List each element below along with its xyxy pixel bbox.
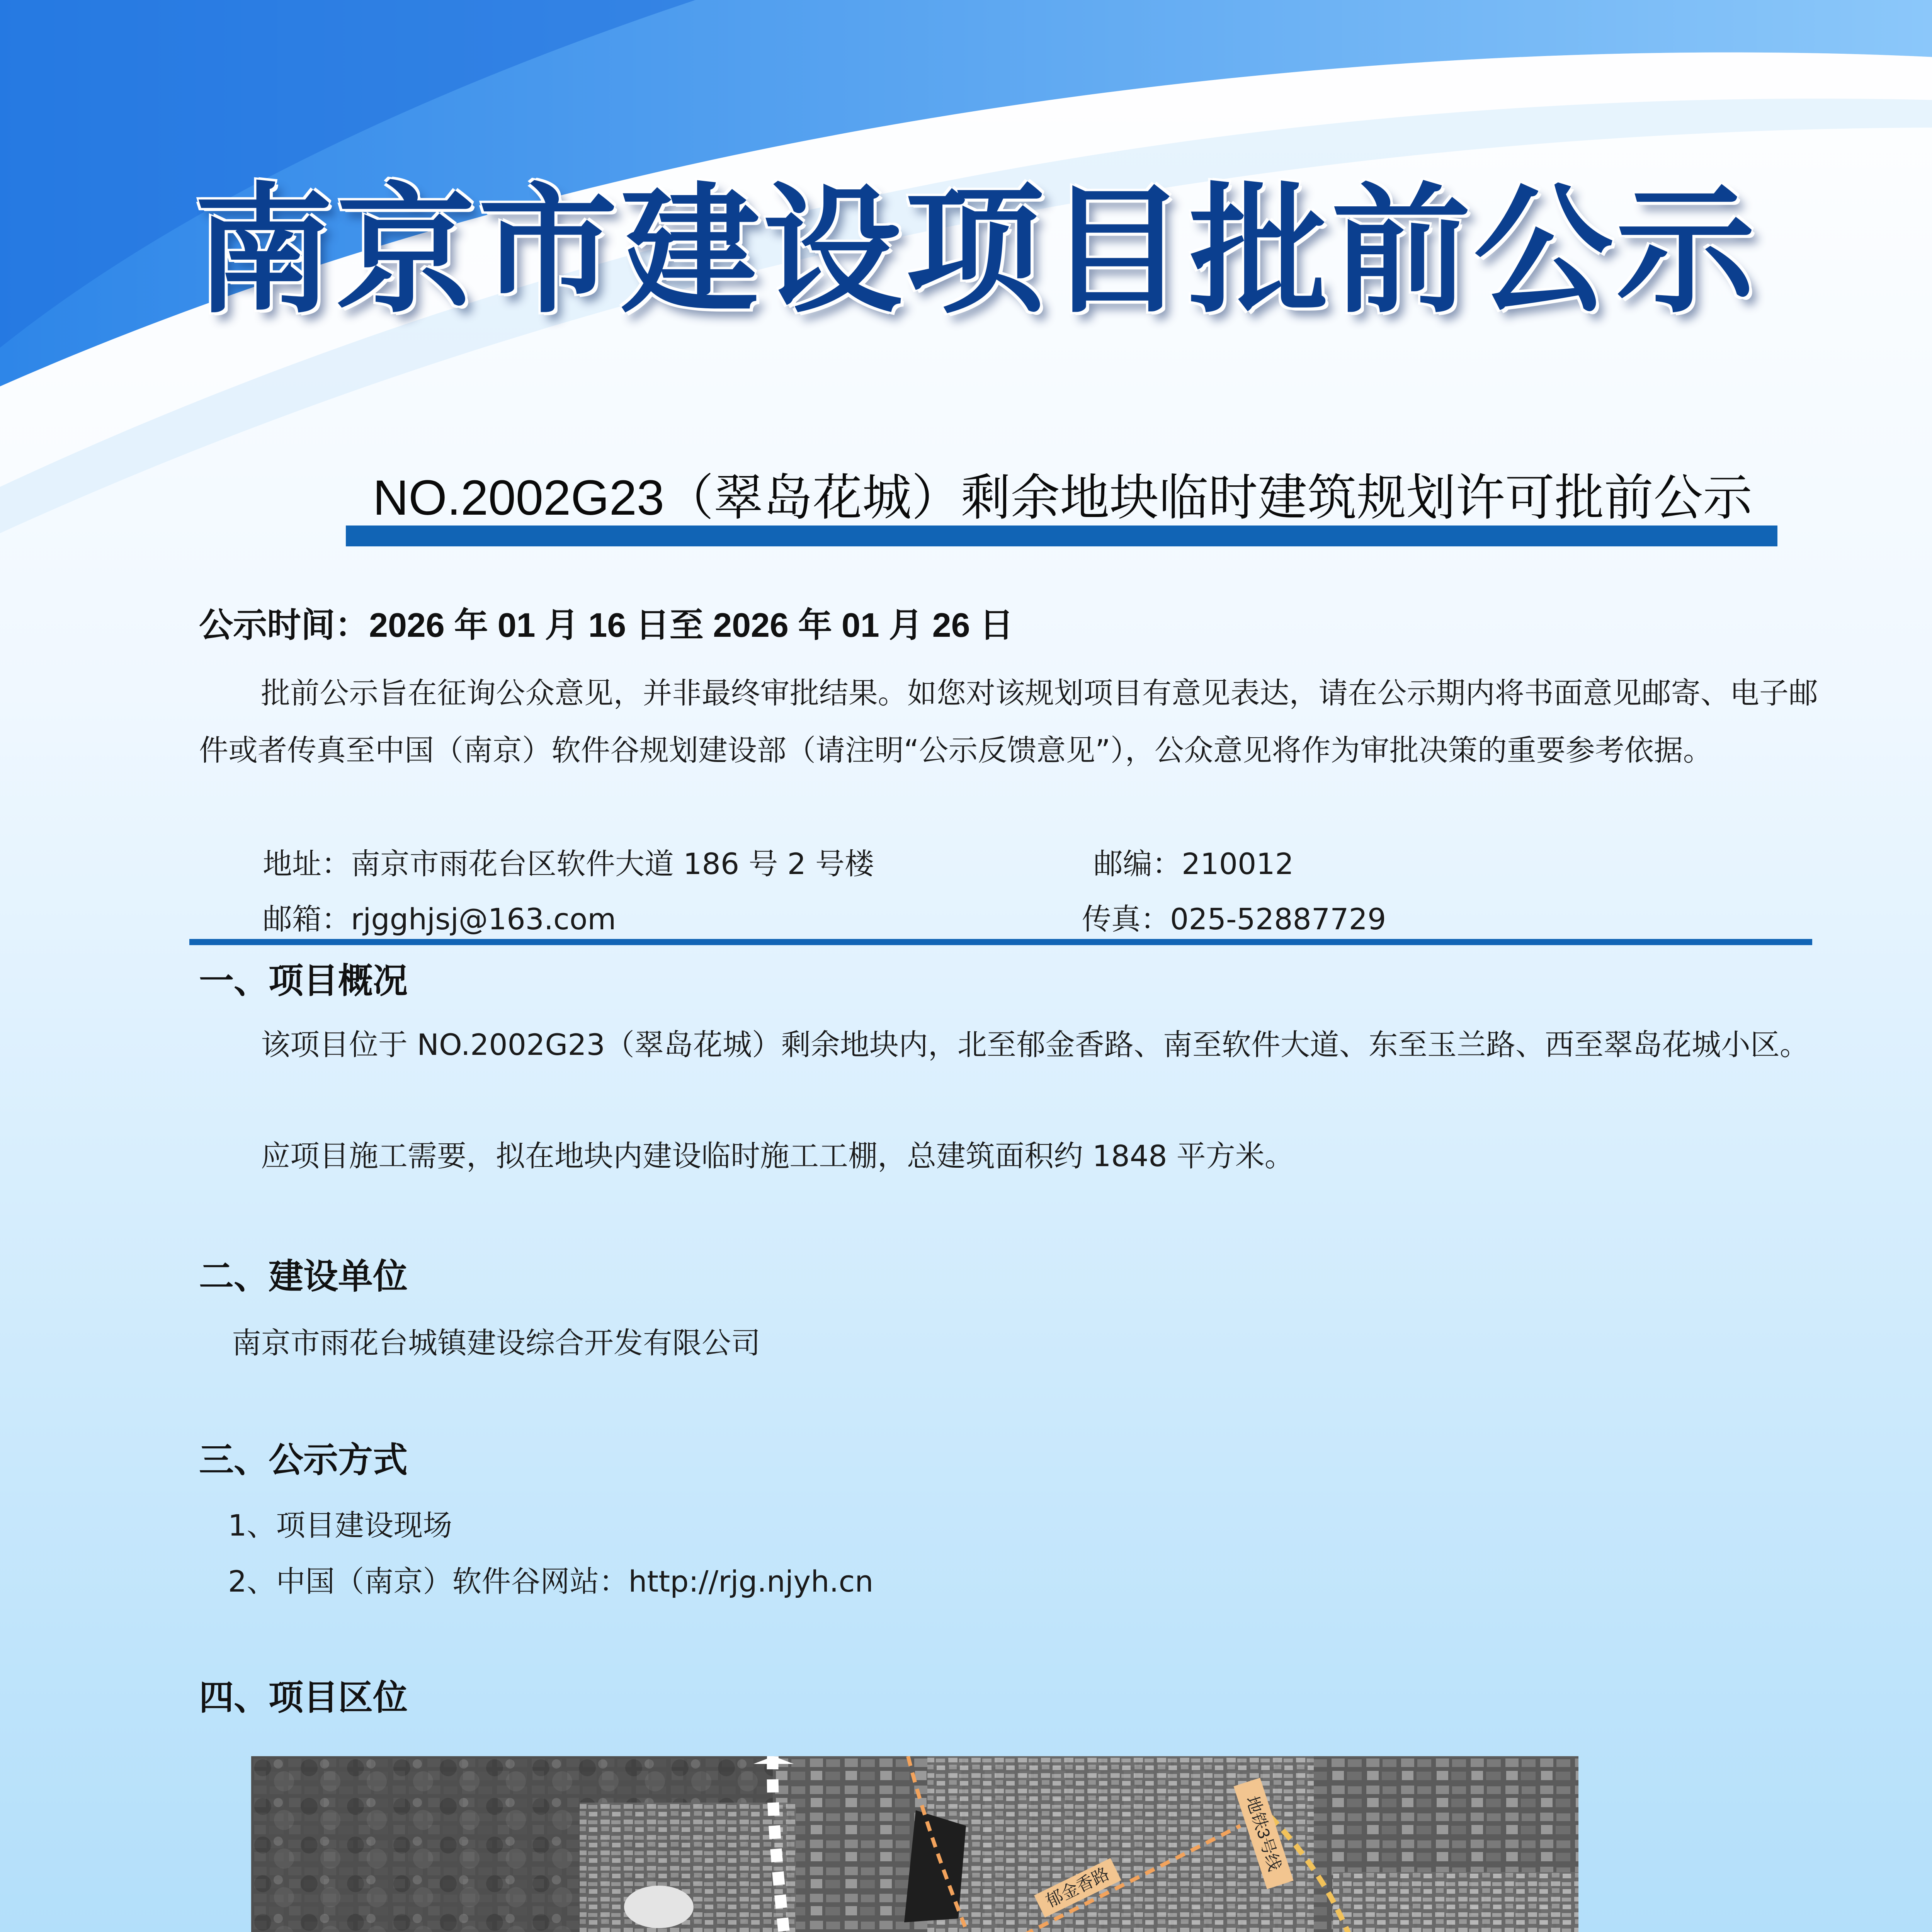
email-text[interactable]: 邮箱：rjgghjsj@163.com [263, 902, 616, 936]
metro-label-line3: 地铁3号线 [1242, 1794, 1284, 1874]
location-map [251, 1756, 1578, 1932]
page-title: 南京市建设项目批前公示 [194, 168, 1758, 332]
address-text: 地址：南京市雨花台区软件大道 186 号 2 号楼 [263, 847, 874, 881]
overview-paragraph-2: 应项目施工需要，拟在地块内建设临时施工工棚，总建筑面积约 1848 平方米。 [261, 1139, 1294, 1173]
section-heading-method: 三、公示方式 [199, 1441, 408, 1480]
notice-period: 公示时间：2026 年 01 月 16 日至 2026 年 01 月 26 日 [199, 606, 1014, 644]
road-label-yujinxiang: 郁金香路 [1043, 1864, 1112, 1911]
postcode-text: 邮编：210012 [1094, 847, 1294, 881]
intro-paragraph: 批前公示旨在征询公众意见，并非最终审批结果。如您对该规划项目有意见表达，请在公示期内将书面意见邮寄、电子邮件或者传真至中国（南京）软件谷规划建设部（请注明“公示反馈意见”），公众意见将作为审批决策的重要参考依据。 [199, 676, 1818, 767]
method-item-website[interactable]: 2、中国（南京）软件谷网站：http://rjg.njyh.cn [228, 1564, 874, 1599]
builder-name: 南京市雨花台城镇建设综合开发有限公司 [232, 1326, 760, 1360]
section-heading-location: 四、项目区位 [199, 1679, 408, 1717]
section-heading-builder: 二、建设单位 [199, 1257, 408, 1296]
subtitle-underline [346, 526, 1777, 546]
location-map-svg [251, 1756, 1578, 1932]
fax-text: 传真：025-52887729 [1082, 902, 1386, 936]
section-heading-overview: 一、项目概况 [199, 962, 408, 1000]
method-item-site: 1、项目建设现场 [228, 1508, 452, 1543]
notice-subtitle: NO.2002G23（翠岛花城）剩余地块临时建筑规划许可批前公示 [372, 470, 1753, 526]
overview-paragraph-1: 该项目位于 NO.2002G23（翠岛花城）剩余地块内，北至郁金香路、南至软件大道、东至玉兰路、西至翠岛花城小区。 [261, 1027, 1809, 1062]
section-divider [189, 939, 1812, 945]
